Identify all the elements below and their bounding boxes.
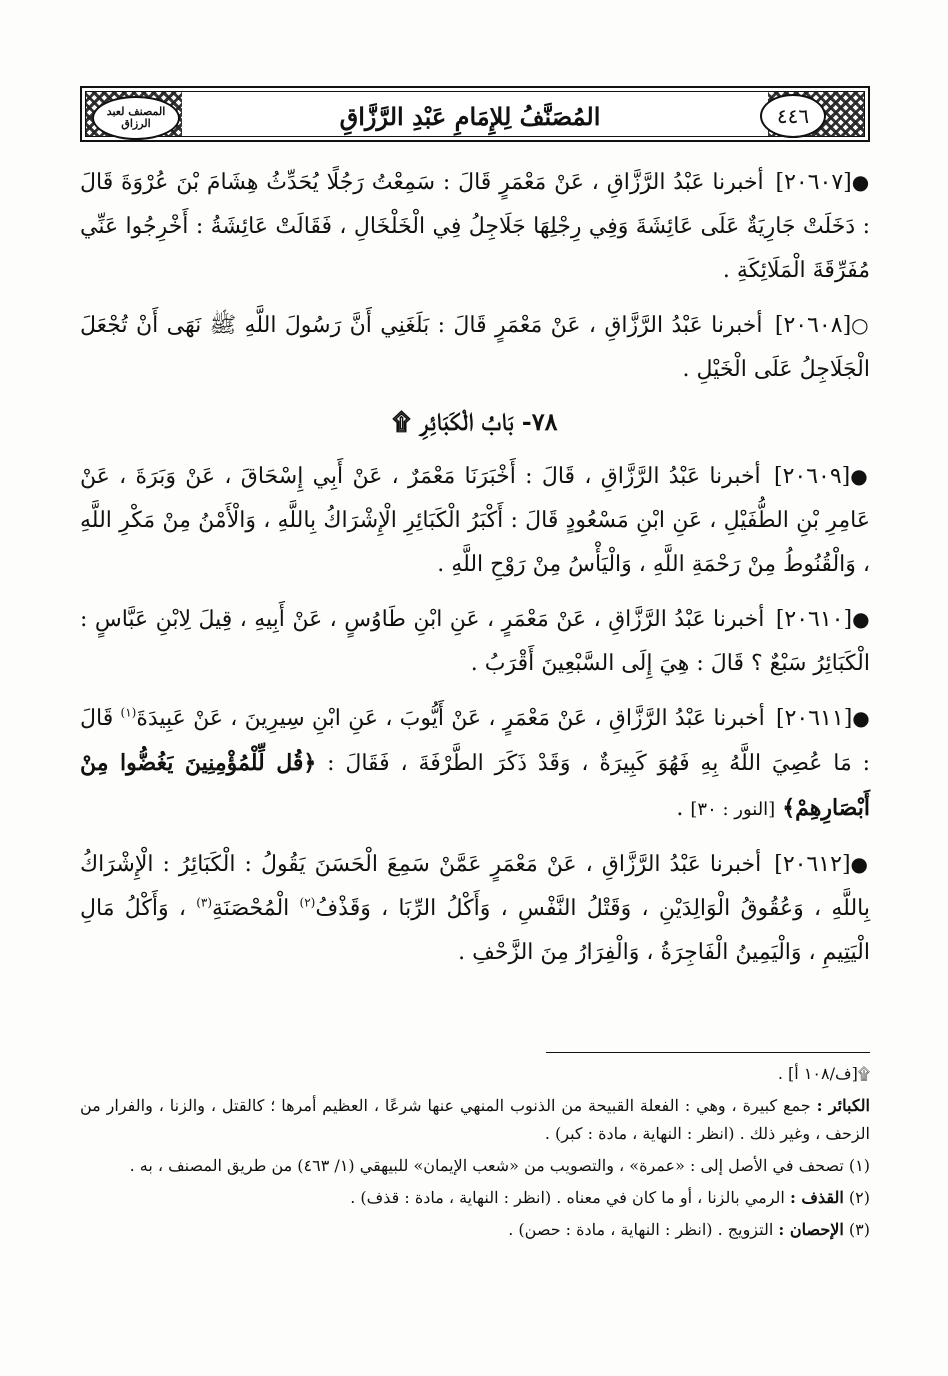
main-text bbox=[80, 160, 870, 985]
hadith-text: أخبرنا عَبْدُ الرَّزَّاقِ ، عَنْ مَعْمَرٍ قَالَ : بَلَغَنِي أَنَّ رَسُولَ اللَّهِ ﷺ نَهَى أَنْ تُجْعَلَ الْجَلَاجِلُ عَلَى الْخَيْلِ . bbox=[80, 313, 870, 382]
footnote-number: (٣) bbox=[848, 1220, 870, 1239]
chapter-title: ٧٨- بَابُ الْكَبَائِرِ bbox=[419, 407, 558, 436]
footnote-text: التزويج . (انظر : النهاية ، مادة : حصن) . bbox=[508, 1220, 774, 1239]
hadith-text: أخبرنا عَبْدُ الرَّزَّاقِ ، قَالَ : أَخْبَرَنَا مَعْمَرٌ ، عَنْ أَبِي إِسْحَاقَ ، عَنْ وَبَرَةَ ، عَنْ عَامِرِ بْنِ الطُّفَيْلِ ، عَنِ ابْنِ مَسْعُودٍ قَالَ : أَكْبَرُ الْكَبَائِرِ الْإِشْرَاكُ بِاللَّهِ ، وَالْأَمْنُ مِنْ مَكْرِ اللَّهِ ، وَالْقُنُوطُ مِنْ رَحْمَةِ اللَّهِ ، وَالْيَأْسُ مِنْ رَوْحِ اللَّهِ . bbox=[80, 464, 870, 577]
hadith-20611 bbox=[80, 696, 870, 832]
hadith-marker: ● bbox=[850, 852, 871, 876]
book-emblem: المصنف لعبد الرزاق bbox=[92, 96, 180, 140]
folio-note: ۩[ف/١٠٨ أ] . bbox=[777, 1064, 870, 1083]
hadith-text: أخبرنا عَبْدُ الرَّزَّاقِ ، عَنْ مَعْمَرٍ قَالَ : سَمِعْتُ رَجُلًا يُحَدِّثُ هِشَامَ بْنَ عُرْوَةَ قَالَ : دَخَلَتْ جَارِيَةٌ عَلَى عَائِشَةَ وَفِي رِجْلِهَا جَلَاجِلُ فِي الْخَلْخَالِ ، فَقَالَتْ عَائِشَةُ : أَخْرِجُوا عَنِّي مُفَرِّقَةَ الْمَلَائِكَةِ . bbox=[80, 170, 870, 283]
hadith-number: [٢٠٦١١] bbox=[776, 706, 853, 731]
footnote-term: الكبائر : bbox=[816, 1096, 870, 1115]
footnote-2 bbox=[80, 1184, 870, 1212]
page-number: ٤٤٦ bbox=[760, 94, 826, 138]
folio-mark-icon: ۩ bbox=[392, 407, 411, 436]
footnote-divider bbox=[546, 1052, 870, 1053]
footnote-ref: (١) bbox=[120, 705, 137, 720]
chapter-heading bbox=[80, 402, 870, 442]
hadith-marker: ● bbox=[852, 607, 870, 631]
hadith-marker: ○ bbox=[851, 313, 871, 337]
footnote-text: جمع كبيرة ، وهي : الفعلة القبيحة من الذنوب المنهي عنها شرعًا ، العظيم أمرها ؛ كالقتل ، والزنا ، والفرار من الزحف ، وغير ذلك . (انظر : النهاية ، مادة : كبر) . bbox=[80, 1096, 870, 1143]
hadith-text-cont: الْمُحْصَنَةِ bbox=[212, 896, 290, 921]
verse-reference: [النور : ٣٠] bbox=[690, 799, 776, 820]
hadith-text: أخبرنا عَبْدُ الرَّزَّاقِ ، عَنْ مَعْمَرٍ ، عَنْ أَيُّوبَ ، عَنِ ابْنِ سِيرِينَ ، عَنْ عَبِيدَةَ bbox=[136, 706, 765, 731]
hadith-20610 bbox=[80, 597, 870, 686]
footnote-3 bbox=[80, 1216, 870, 1244]
footnote-text: الرمي بالزنا ، أو ما كان في معناه . (انظر : النهاية ، مادة : قذف) . bbox=[350, 1188, 785, 1207]
hadith-text-cont: قَالَ : مَا عُصِيَ اللَّهُ بِهِ فَهُوَ كَبِيرَةٌ ، وَقَدْ ذَكَرَ الطَّرْفَةَ ، فَقَالَ : bbox=[80, 706, 871, 776]
hadith-20607 bbox=[80, 160, 870, 293]
hadith-number: [٢٠٦٠٧] bbox=[775, 170, 852, 195]
hadith-marker: ● bbox=[852, 706, 871, 730]
footnote-number: (٢) bbox=[848, 1188, 870, 1207]
footnote-1: (١) تصحف في الأصل إلى : «عمرة» ، والتصويب من «شعب الإيمان» للبيهقي (١/ ٤٦٣) من طريق المصنف ، به . bbox=[129, 1156, 870, 1175]
footnotes bbox=[80, 1060, 870, 1248]
hadith-marker: ● bbox=[851, 170, 870, 194]
hadith-20609 bbox=[80, 454, 870, 587]
hadith-number: [٢٠٦٠٨] bbox=[774, 313, 852, 338]
hadith-text-end: ، وَأَكْلُ مَالِ الْيَتِيمِ ، وَالْيَمِينُ الْفَاجِرَةُ ، وَالْفِرَارُ مِنَ الزَّحْفِ . bbox=[80, 896, 870, 965]
footnote-term: القذف : bbox=[789, 1188, 844, 1207]
hadith-text: أخبرنا عَبْدُ الرَّزَّاقِ ، عَنْ مَعْمَرٍ عَمَّنْ سَمِعَ الْحَسَنَ يَقُولُ : الْكَبَائِرُ : الْإِشْرَاكُ بِاللَّهِ ، وَعُقُوقُ الْوَالِدَيْنِ ، وَقَتْلُ النَّفْسِ ، وَأَكْلُ الرِّبَا ، وَقَذْفُ bbox=[80, 852, 870, 921]
hadith-20608 bbox=[80, 303, 870, 392]
hadith-number: [٢٠٦٠٩] bbox=[773, 464, 851, 489]
running-title: المُصَنَّفُ لِلإِمَامِ عَبْدِ الرَّزَّاقِ bbox=[339, 101, 601, 131]
footnote-ref: (٣) bbox=[196, 895, 213, 910]
period: . bbox=[676, 796, 684, 821]
footnote-term: الإحصان : bbox=[778, 1220, 844, 1239]
hadith-marker: ● bbox=[850, 464, 871, 488]
page-header bbox=[80, 86, 870, 142]
footnote-kabair bbox=[80, 1092, 870, 1148]
hadith-text: أخبرنا عَبْدُ الرَّزَّاقِ ، عَنْ مَعْمَرٍ ، عَنِ ابْنِ طَاوُسٍ ، عَنْ أَبِيهِ ، قِيلَ لِابْنِ عَبَّاسٍ : الْكَبَائِرُ سَبْعٌ ؟ قَالَ : هِيَ إِلَى السَّبْعِينَ أَقْرَبُ . bbox=[80, 607, 870, 676]
footnote-ref: (٢) bbox=[299, 895, 316, 910]
hadith-number: [٢٠٦١٢] bbox=[774, 852, 851, 877]
quran-verse: ﴿قُل لِّلْمُؤْمِنِينَ يَغُضُّوا مِنْ أَبْصَارِهِمْ﴾ bbox=[80, 750, 870, 821]
hadith-20612 bbox=[80, 842, 870, 975]
hadith-number: [٢٠٦١٠] bbox=[775, 607, 853, 632]
